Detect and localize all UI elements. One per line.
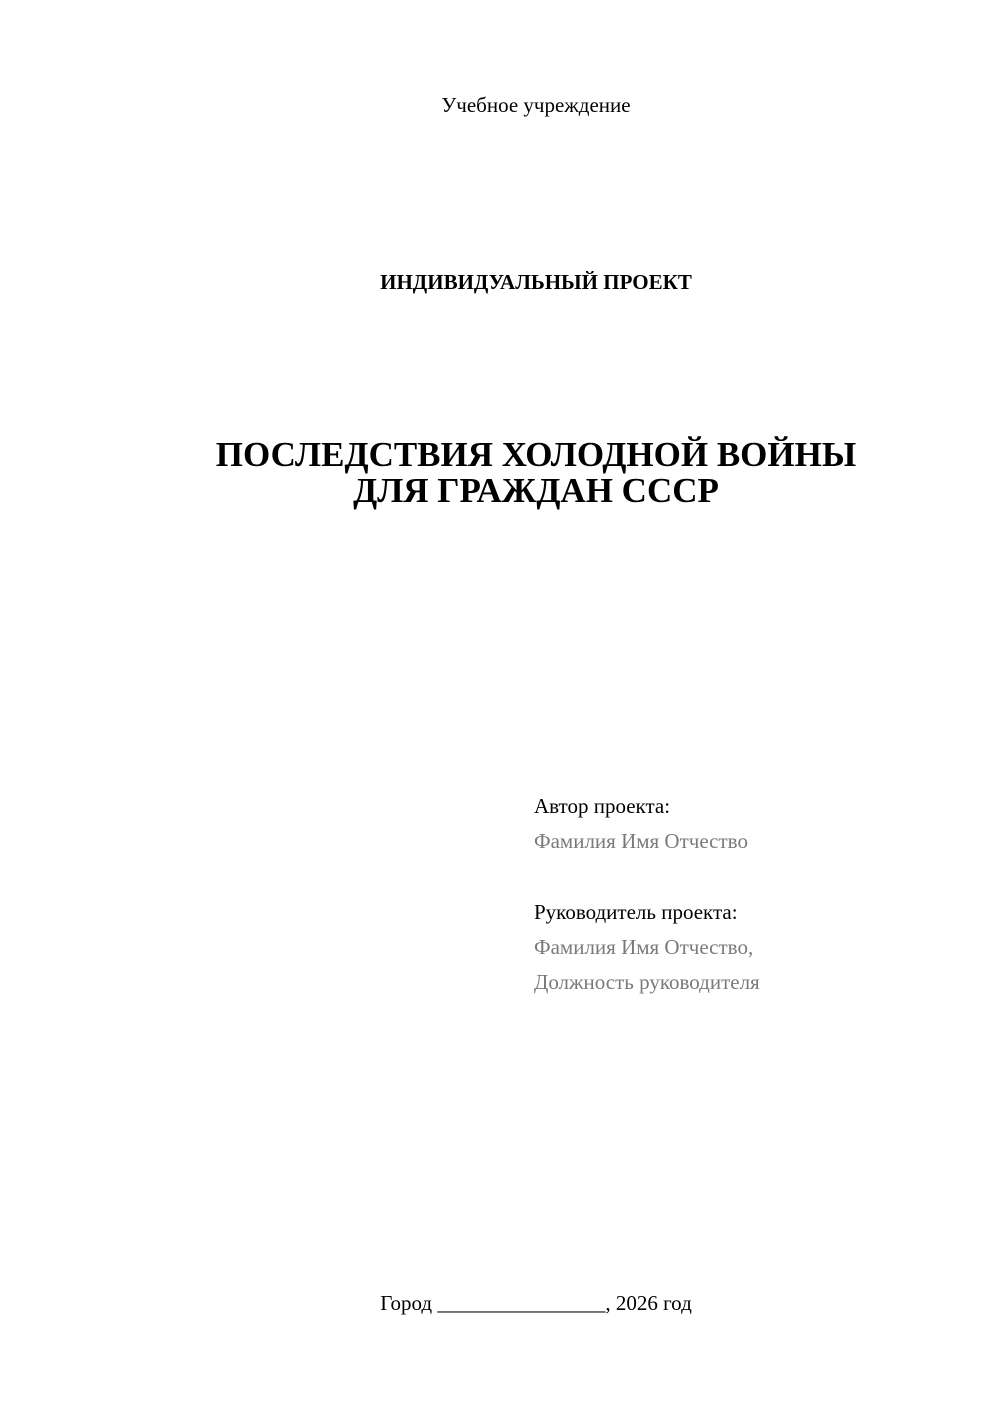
project-title (0, 437, 1000, 509)
city-year-footer: Город ________________, 2026 год (380, 1291, 692, 1315)
author-label: Автор проекта: (534, 794, 671, 818)
institution-name: Учебное учреждение (441, 93, 631, 117)
spacer (534, 859, 974, 895)
supervisor-position: Должность руководителя (534, 970, 760, 994)
author-name: Фамилия Имя Отчество (534, 829, 748, 853)
supervisor-name: Фамилия Имя Отчество, (534, 935, 754, 959)
project-people-block (534, 789, 974, 1000)
project-title-line-2: ДЛЯ ГРАЖДАН СССР (353, 471, 719, 510)
project-type: ИНДИВИДУАЛЬНЫЙ ПРОЕКТ (380, 270, 692, 294)
supervisor-label: Руководитель проекта: (534, 900, 738, 924)
project-title-line-1: ПОСЛЕДСТВИЯ ХОЛОДНОЙ ВОЙНЫ (215, 435, 857, 474)
